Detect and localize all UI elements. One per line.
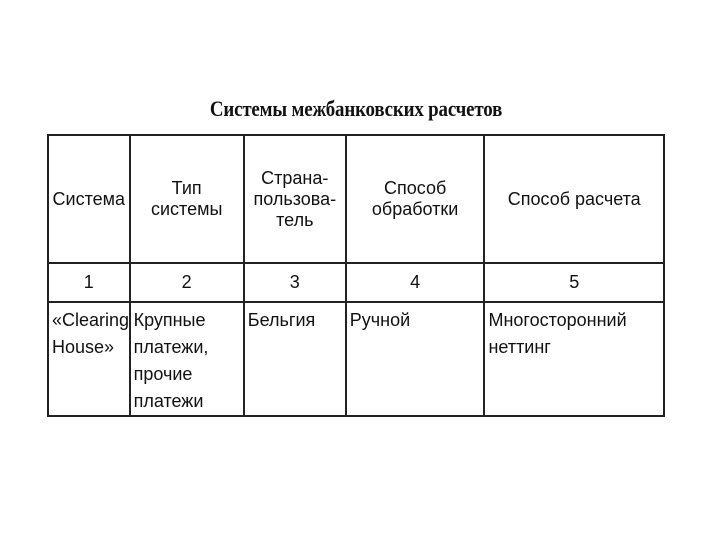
column-number: 3 (244, 263, 346, 302)
table-row (48, 302, 664, 416)
table-title: Системы межбанковских расчетов (209, 96, 503, 121)
header-settlement-method: Способ расчета (484, 135, 664, 263)
cell-system: «Clearing House» (48, 302, 130, 416)
header-processing-method: Способ обработки (346, 135, 485, 263)
cell-settlement-method: Многосторонний неттинг (484, 302, 664, 416)
cell-user-country: Бельгия (244, 302, 346, 416)
column-number: 5 (484, 263, 664, 302)
cell-processing-method: Ручной (346, 302, 485, 416)
interbank-systems-table (47, 134, 665, 417)
column-number: 1 (48, 263, 130, 302)
header-system: Система (48, 135, 130, 263)
cell-system-type: Крупные платежи, прочие платежи (130, 302, 244, 416)
column-number-row (48, 263, 664, 302)
header-system-type: Тип системы (130, 135, 244, 263)
header-row (48, 135, 664, 263)
column-number: 4 (346, 263, 485, 302)
column-number: 2 (130, 263, 244, 302)
header-user-country: Страна- пользова- тель (244, 135, 346, 263)
